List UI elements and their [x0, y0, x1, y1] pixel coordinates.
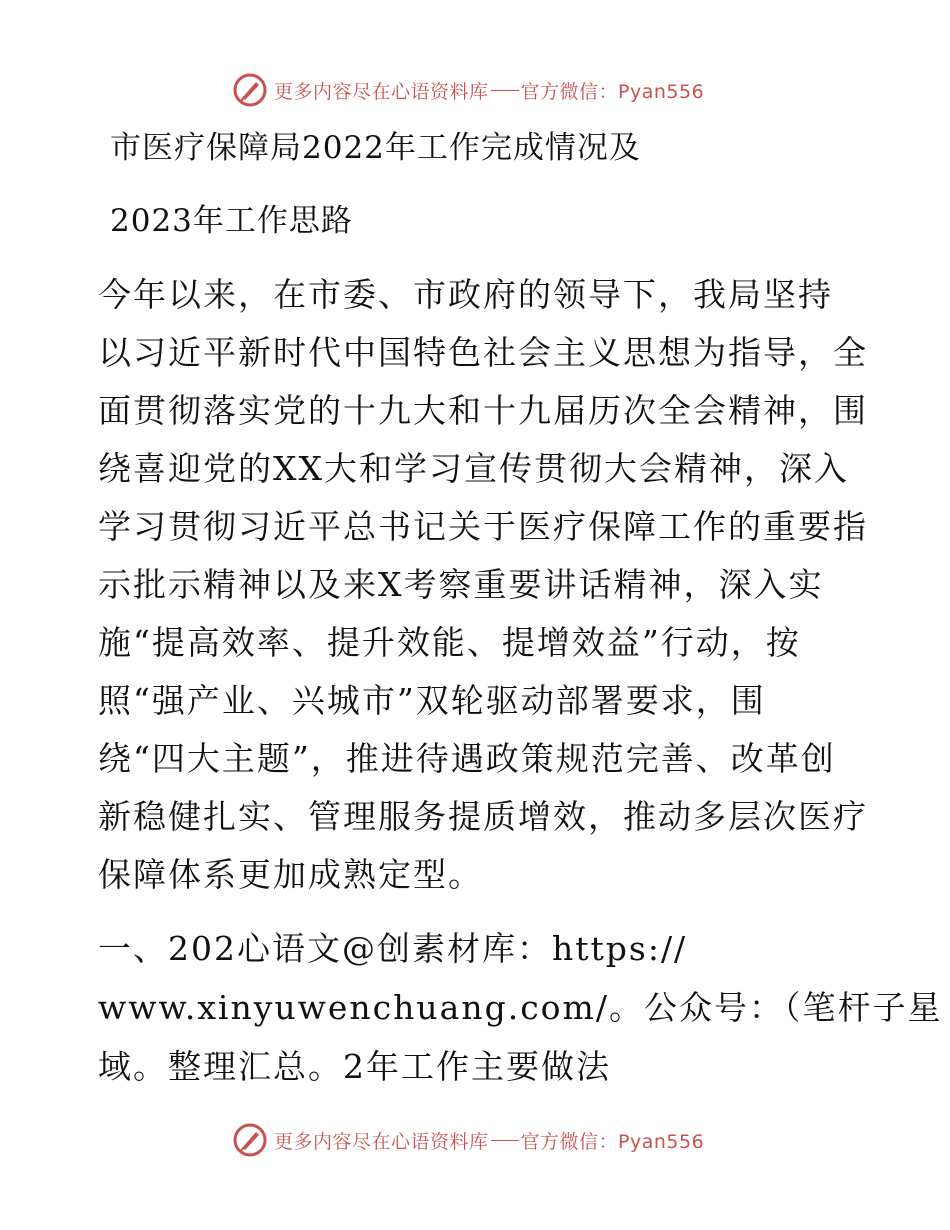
section-heading-line: www.xinyuwenchuang.com/。公众号：（笔杆子星 [98, 988, 943, 1027]
watermark-main-text: 更多内容尽在心语资料库 [274, 80, 489, 103]
watermark-suffix-text: 官方微信：Pyan556 [520, 1130, 705, 1153]
document-title-line-2: 2023年工作思路 [110, 203, 353, 239]
paragraph-line: 学习贯彻习近平总书记关于医疗保障工作的重要指 [98, 507, 868, 546]
section-heading-line: 一、202心语文@创素材库：https:// [98, 929, 688, 968]
paragraph-line: 绕“四大主题”，推进待遇政策规范完善、改革创 [98, 739, 836, 778]
watermark-dash [491, 1140, 519, 1141]
watermark-main-text: 更多内容尽在心语资料库 [274, 1130, 489, 1153]
paragraph-line: 示批示精神以及来X考察重要讲话精神，深入实 [98, 565, 824, 604]
paragraph-line: 新稳健扎实、管理服务提质增效，推动多层次医疗 [98, 797, 868, 836]
paragraph-line: 保障体系更加成熟定型。 [98, 855, 483, 894]
footer-watermark [232, 1120, 704, 1160]
watermark-dash [491, 90, 519, 91]
paragraph-line: 施“提高效率、提升效能、提增效益”行动，按 [98, 623, 801, 662]
section-heading-line: 域。整理汇总。2年工作主要做法 [98, 1047, 611, 1086]
paragraph-line: 面贯彻落实党的十九大和十九届历次全会精神，围 [98, 391, 868, 430]
paragraph-line: 以习近平新时代中国特色社会主义思想为指导，全 [98, 333, 868, 372]
header-watermark [232, 70, 704, 110]
paragraph-line: 照“强产业、兴城市”双轮驱动部署要求，围 [98, 681, 766, 720]
paragraph-line: 今年以来，在市委、市政府的领导下，我局坚持 [98, 275, 833, 314]
paragraph-line: 绕喜迎党的XX大和学习宣传贯彻大会精神，深入 [98, 449, 849, 488]
quill-circle-icon [232, 1122, 268, 1158]
watermark-suffix-text: 官方微信：Pyan556 [520, 80, 705, 103]
document-title-line-1: 市医疗保障局2022年工作完成情况及 [110, 130, 641, 166]
quill-circle-icon [232, 72, 268, 108]
